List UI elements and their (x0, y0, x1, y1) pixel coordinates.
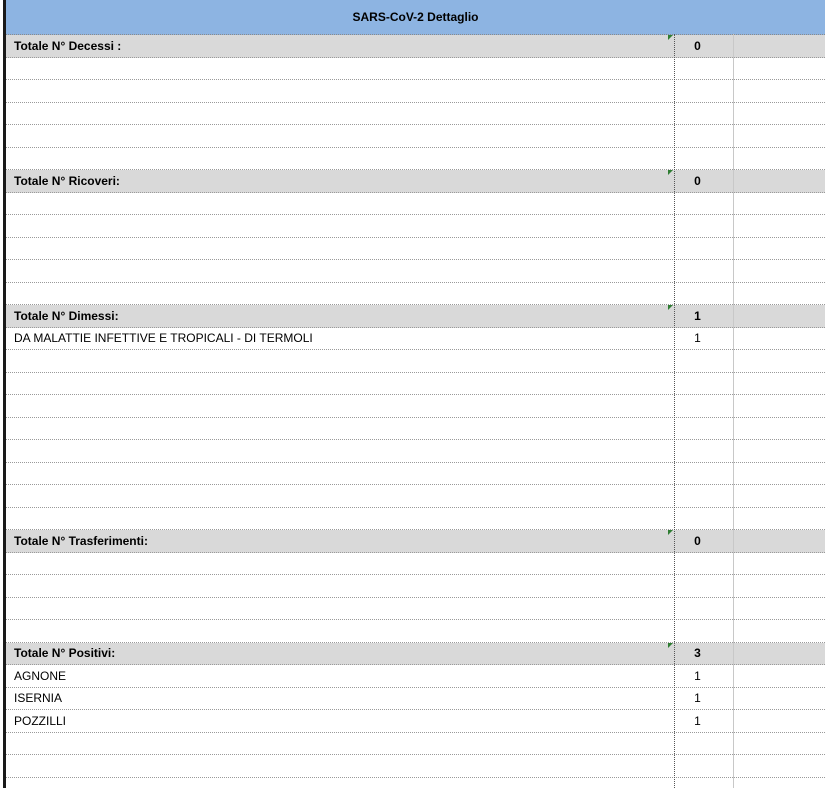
section-header-row[interactable] (6, 35, 825, 58)
empty-row[interactable] (6, 58, 825, 81)
empty-row[interactable] (6, 238, 825, 261)
row-value: 1 (694, 668, 701, 683)
section-label: Totale N° Dimessi: (14, 308, 119, 323)
cell-comment-marker (668, 530, 673, 535)
empty-row[interactable] (6, 80, 825, 103)
section-header-row[interactable] (6, 170, 825, 193)
empty-row[interactable] (6, 125, 825, 148)
empty-row[interactable] (6, 283, 825, 306)
empty-row[interactable] (6, 553, 825, 576)
row-value: 1 (694, 331, 701, 346)
empty-row[interactable] (6, 395, 825, 418)
cell-comment-marker (668, 170, 673, 175)
column-divider-value (674, 34, 675, 788)
cell-comment-marker (668, 643, 673, 648)
empty-row[interactable] (6, 575, 825, 598)
section-total: 0 (668, 35, 727, 57)
section-label: Totale N° Ricoveri: (14, 173, 120, 188)
empty-row[interactable] (6, 260, 825, 283)
cell-comment-marker (668, 305, 673, 310)
empty-row[interactable] (6, 620, 825, 643)
row-label: AGNONE (14, 668, 67, 683)
empty-row[interactable] (6, 193, 825, 216)
empty-row[interactable] (6, 103, 825, 126)
section-header-row[interactable] (6, 643, 825, 666)
column-divider-extra (733, 34, 734, 788)
empty-row[interactable] (6, 733, 825, 756)
empty-row[interactable] (6, 350, 825, 373)
data-row[interactable] (6, 328, 825, 351)
data-row[interactable] (6, 688, 825, 711)
data-row[interactable] (6, 665, 825, 688)
empty-row[interactable] (6, 148, 825, 171)
section-label: Totale N° Decessi : (14, 38, 122, 53)
cell-comment-marker (668, 35, 673, 40)
section-header-row[interactable] (6, 530, 825, 553)
data-row[interactable] (6, 710, 825, 733)
empty-row[interactable] (6, 755, 825, 778)
empty-row[interactable] (6, 373, 825, 396)
section-header-row[interactable] (6, 305, 825, 328)
sheet-rows (6, 35, 825, 778)
empty-row[interactable] (6, 215, 825, 238)
section-total: 0 (668, 170, 727, 192)
empty-row[interactable] (6, 485, 825, 508)
row-value: 1 (694, 691, 701, 706)
empty-row[interactable] (6, 440, 825, 463)
empty-row[interactable] (6, 418, 825, 441)
empty-row[interactable] (6, 598, 825, 621)
section-total: 1 (668, 305, 727, 327)
row-label: DA MALATTIE INFETTIVE E TROPICALI - DI TERMOLI (14, 331, 313, 346)
sheet-title: SARS-CoV-2 Dettaglio (352, 10, 479, 24)
row-value: 1 (694, 713, 701, 728)
section-label: Totale N° Positivi: (14, 646, 116, 661)
spreadsheet (6, 0, 825, 778)
row-label: ISERNIA (14, 691, 63, 706)
section-total: 0 (668, 530, 727, 552)
empty-row[interactable] (6, 508, 825, 531)
empty-row[interactable] (6, 463, 825, 486)
sheet-title-cell[interactable] (6, 0, 825, 35)
section-label: Totale N° Trasferimenti: (14, 533, 148, 548)
row-label: POZZILLI (14, 713, 67, 728)
section-total: 3 (668, 643, 727, 665)
